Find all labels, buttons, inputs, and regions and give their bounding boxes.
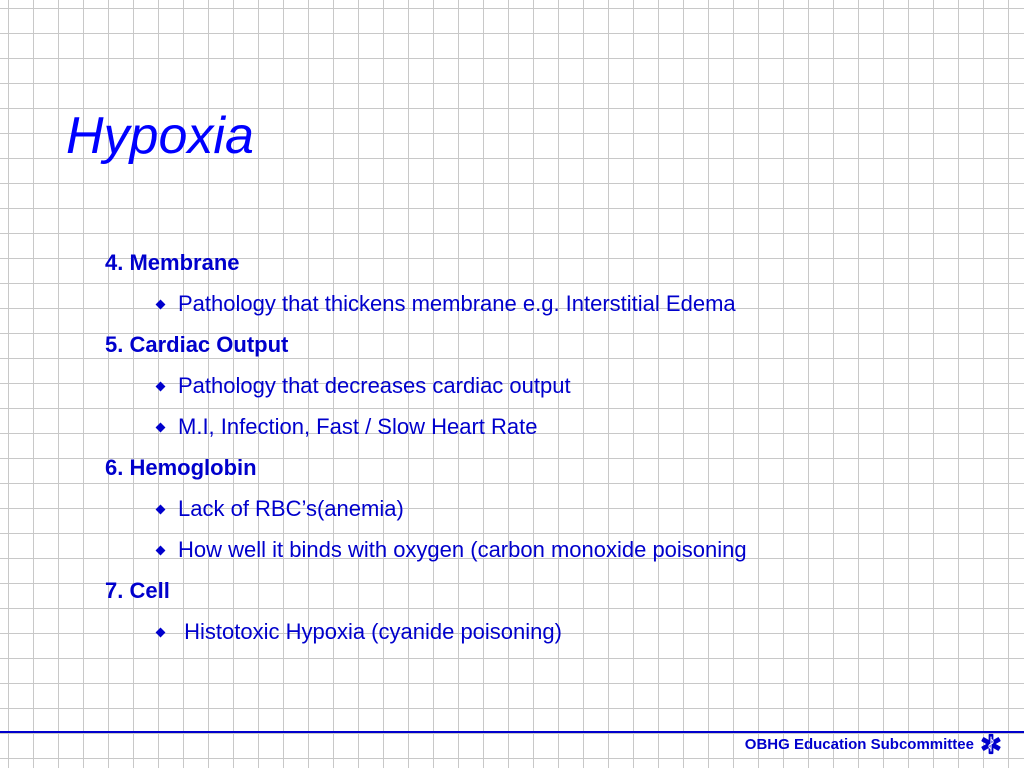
bullet-item [157,621,562,643]
bullet-item [157,293,736,315]
bullet-text: Histotoxic Hypoxia (cyanide poisoning) [178,619,562,644]
bullet-text: Pathology that decreases cardiac output [178,373,571,398]
section-heading-membrane: 4. Membrane [105,250,240,275]
bullet-item [157,498,404,520]
bullet-text: Lack of RBC’s(anemia) [178,496,404,521]
bullet-item [157,539,747,561]
footer-divider [0,731,1024,733]
footer-text: OBHG Education Subcommittee [744,736,974,753]
slide-title: Hypoxia [66,107,254,165]
section-heading-cardiac-output: 5. Cardiac Output [105,332,289,357]
bullet-item [157,375,571,397]
bullet-text: Pathology that thickens membrane e.g. Interstitial Edema [178,291,736,316]
diamond-bullet-icon [156,382,166,392]
bullet-text: How well it binds with oxygen (carbon monoxide poisoning [178,537,747,562]
bullet-item [157,416,537,438]
diamond-bullet-icon [156,628,166,638]
section-heading-cell: 7. Cell [105,578,170,603]
diamond-bullet-icon [156,505,166,515]
diamond-bullet-icon [156,300,166,310]
diamond-bullet-icon [156,423,166,433]
star-of-life-icon [980,733,1002,755]
section-heading-hemoglobin: 6. Hemoglobin [105,455,257,480]
bullet-text: M.I, Infection, Fast / Slow Heart Rate [178,414,538,439]
diamond-bullet-icon [156,546,166,556]
